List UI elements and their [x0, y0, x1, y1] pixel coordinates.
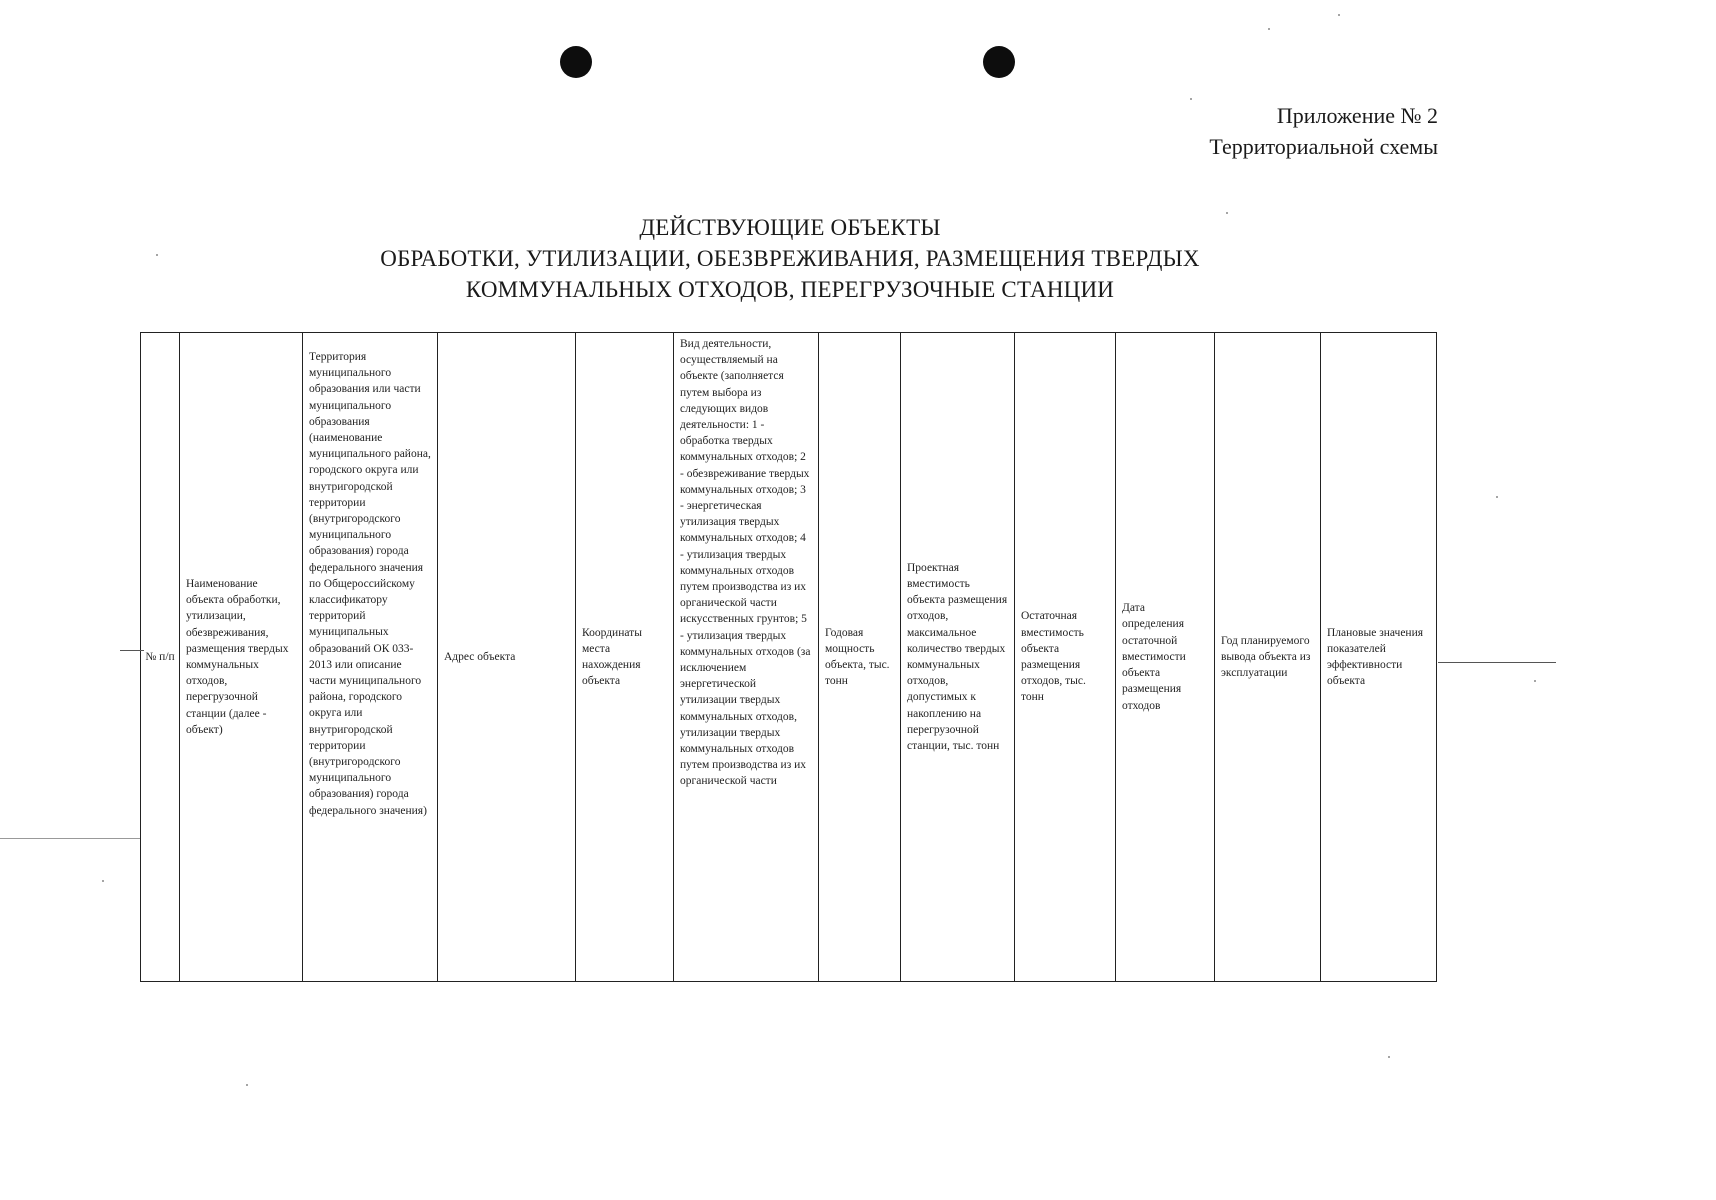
scan-speck — [156, 254, 158, 256]
binder-hole-right — [983, 46, 1015, 78]
scan-speck — [102, 880, 104, 882]
scan-line-right — [1438, 662, 1556, 663]
header-territory: Территория муниципального образования или части муниципального образования (наименование муниципального района, городского округа или внутригородской территории (внутригородского муниципального образования) города федерального значения по Общероссийскому классификатору территорий муниципальных образований ОК 033-2013 или описание части муниципального района, городского округа или внутригородской территории (внутригородского муниципального образования) города федерального значения) — [303, 333, 438, 982]
binder-hole-left — [560, 46, 592, 78]
header-coordinates: Координаты места нахождения объекта — [576, 333, 674, 982]
header-activity-type: Вид деятельности, осуществляемый на объекте (заполняется путем выбора из следующих видов деятельности: 1 - обработка твердых коммунальных отходов; 2 - обезвреживание твердых коммунальных отходов; 3 - энергетическая утилизация твердых коммунальных отходов; 4 - утилизация твердых коммунальных отходов путем производства из их органической части искусственных грунтов; 5 - утилизация твердых коммунальных отходов (за исключением энергетической утилизации твердых коммунальных отходов, утилизации твердых коммунальных отходов путем производства из их органической части — [674, 333, 819, 982]
header-decommission-year: Год планируемого вывода объекта из эксплуатации — [1215, 333, 1321, 982]
header-number: № п/п — [141, 333, 180, 982]
objects-table — [140, 332, 1437, 982]
header-remaining-capacity: Остаточная вместимость объекта размещения отходов, тыс. тонн — [1015, 333, 1116, 982]
title-line-3: КОММУНАЛЬНЫХ ОТХОДОВ, ПЕРЕГРУЗОЧНЫЕ СТАНЦИИ — [465, 277, 1115, 302]
scan-speck — [1268, 28, 1270, 30]
header-annual-capacity: Годовая мощность объекта, тыс. тонн — [819, 333, 901, 982]
scan-line-left — [120, 650, 144, 651]
scan-line-bottom — [0, 838, 140, 839]
scan-speck — [246, 1084, 248, 1086]
scan-speck — [1534, 680, 1536, 682]
header-determination-date: Дата определения остаточной вместимости объекта размещения отходов — [1116, 333, 1215, 982]
table-header-row — [141, 333, 1437, 982]
scan-speck — [1226, 212, 1228, 214]
header-object-name: Наименование объекта обработки, утилизации, обезвреживания, размещения твердых коммунальных отходов, перегрузочной станции (далее - объект) — [180, 333, 303, 982]
scan-speck — [1388, 1056, 1390, 1058]
title-line-2: ОБРАБОТКИ, УТИЛИЗАЦИИ, ОБЕЗВРЕЖИВАНИЯ, РАЗМЕЩЕНИЯ ТВЕРДЫХ — [380, 246, 1200, 271]
title-line-1: ДЕЙСТВУЮЩИЕ ОБЪЕКТЫ — [639, 215, 941, 240]
header-design-capacity: Проектная вместимость объекта размещения отходов, максимальное количество твердых коммунальных отходов, допустимых к накоплению на перегрузочной станции, тыс. тонн — [901, 333, 1015, 982]
appendix-number: Приложение № 2 — [1276, 103, 1438, 128]
scan-speck — [1190, 98, 1192, 100]
scan-speck — [1496, 496, 1498, 498]
appendix-label — [1209, 100, 1438, 162]
document-title — [240, 212, 1340, 305]
appendix-subtitle: Территориальной схемы — [1209, 134, 1438, 159]
header-address: Адрес объекта — [438, 333, 576, 982]
scan-speck — [1338, 14, 1340, 16]
header-performance-indicators: Плановые значения показателей эффективности объекта — [1321, 333, 1437, 982]
